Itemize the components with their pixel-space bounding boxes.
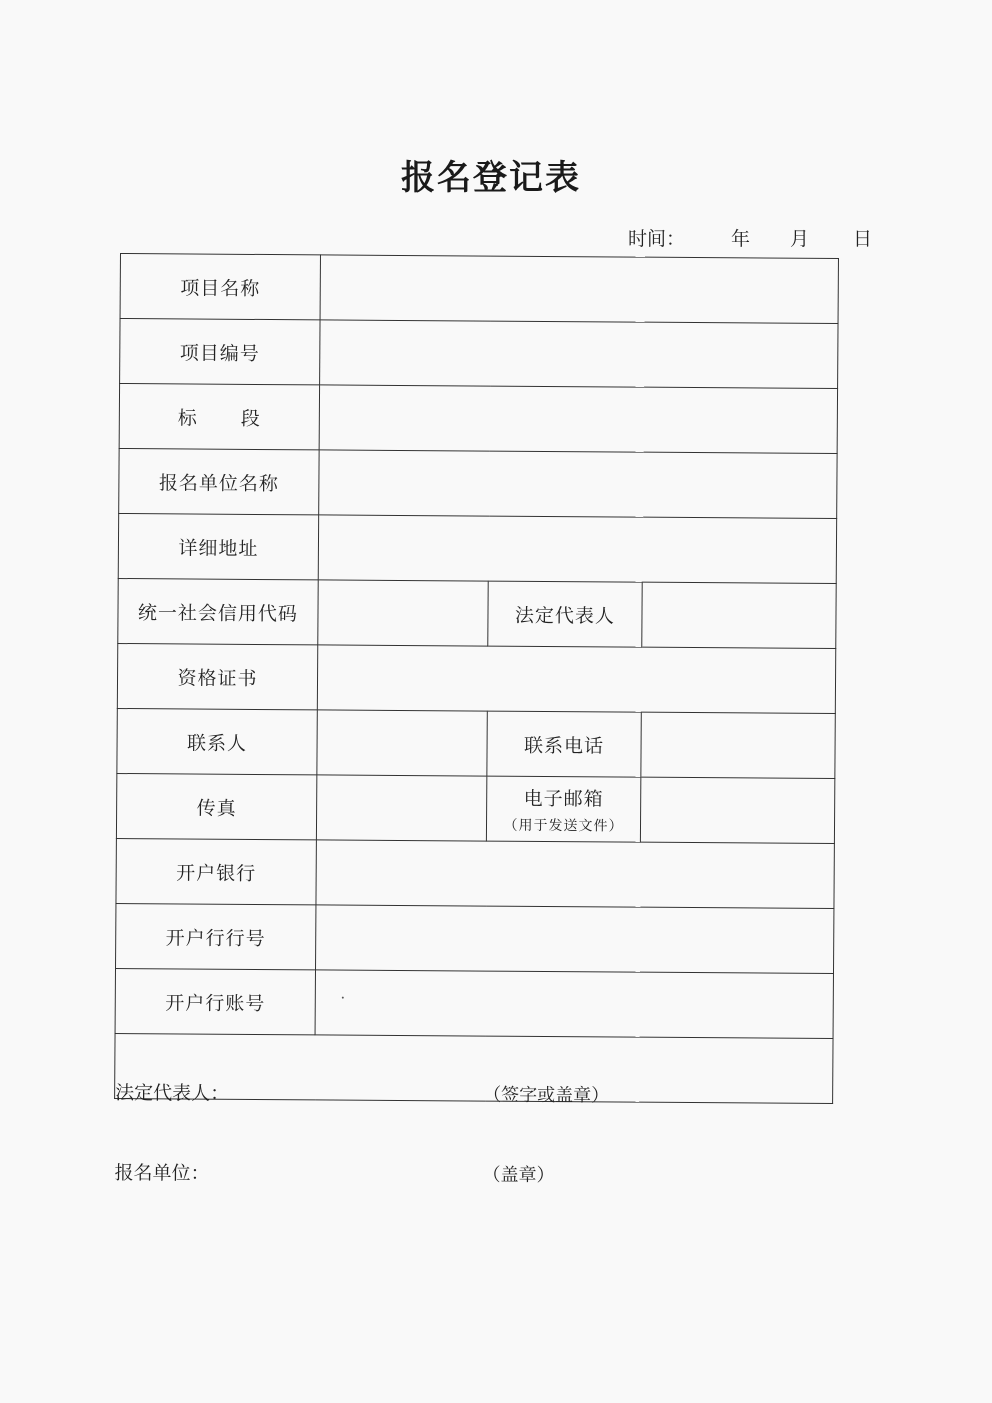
signature-cell[interactable]	[114, 1033, 833, 1187]
credit-code-label: 统一社会信用代码	[118, 578, 318, 644]
qualification-label: 资格证书	[117, 643, 317, 709]
email-field[interactable]	[640, 777, 834, 843]
row-credit-code	[118, 578, 836, 648]
row-fax-email	[116, 773, 834, 843]
email-label: 电子邮箱	[523, 787, 604, 810]
email-label-cell	[486, 776, 640, 842]
account-field[interactable]	[315, 970, 833, 1039]
bank-label: 开户银行	[116, 838, 316, 904]
signature-company-label: 报名单位：	[114, 1161, 210, 1185]
row-bank	[116, 838, 834, 908]
section-field[interactable]	[319, 385, 837, 454]
contact-field[interactable]	[317, 710, 487, 776]
bank-field[interactable]	[316, 840, 834, 909]
signature-legal-rep-hint: （签字或盖章）	[483, 1084, 610, 1107]
registration-table-wrapper	[114, 253, 838, 1187]
bank-number-field[interactable]	[316, 905, 834, 974]
email-note: （用于发送文件）	[503, 817, 624, 835]
company-name-label: 报名单位名称	[119, 448, 319, 514]
row-section	[119, 384, 837, 454]
address-field[interactable]	[318, 515, 836, 584]
project-name-label: 项目名称	[120, 254, 320, 320]
row-account	[115, 968, 833, 1038]
project-name-field[interactable]	[320, 255, 838, 324]
legal-rep-label: 法定代表人	[488, 581, 642, 647]
date-year: 年	[731, 228, 751, 250]
company-name-field[interactable]	[319, 450, 837, 519]
row-bank-number	[116, 903, 834, 973]
legal-rep-field[interactable]	[642, 582, 836, 648]
row-qualification	[117, 643, 835, 713]
row-project-number	[120, 319, 838, 389]
fax-label: 传真	[116, 773, 316, 839]
date-day: 日	[853, 228, 873, 250]
stray-mark	[342, 997, 344, 999]
signature-company-hint: （盖章）	[482, 1164, 555, 1187]
project-number-label: 项目编号	[120, 319, 320, 385]
fax-field[interactable]	[316, 775, 486, 841]
phone-field[interactable]	[641, 712, 835, 778]
row-company-name	[119, 448, 837, 518]
address-label: 详细地址	[118, 513, 318, 579]
phone-label: 联系电话	[487, 711, 641, 777]
date-line	[628, 224, 872, 251]
project-number-field[interactable]	[320, 320, 838, 389]
section-label: 标 段	[119, 384, 319, 450]
row-project-name	[120, 254, 838, 324]
row-address	[118, 513, 836, 583]
contact-label: 联系人	[117, 708, 317, 774]
registration-table	[114, 253, 839, 1187]
credit-code-field[interactable]	[318, 580, 488, 646]
page-title: 报名登记表	[401, 158, 581, 198]
row-signature	[115, 1033, 833, 1103]
qualification-field[interactable]	[317, 645, 835, 714]
account-label: 开户行账号	[115, 968, 315, 1034]
row-contact	[117, 708, 835, 778]
date-label: 时间：	[628, 228, 686, 250]
date-month: 月	[790, 228, 810, 250]
bank-number-label: 开户行行号	[116, 903, 316, 969]
signature-legal-rep-label: 法定代表人：	[115, 1081, 230, 1105]
